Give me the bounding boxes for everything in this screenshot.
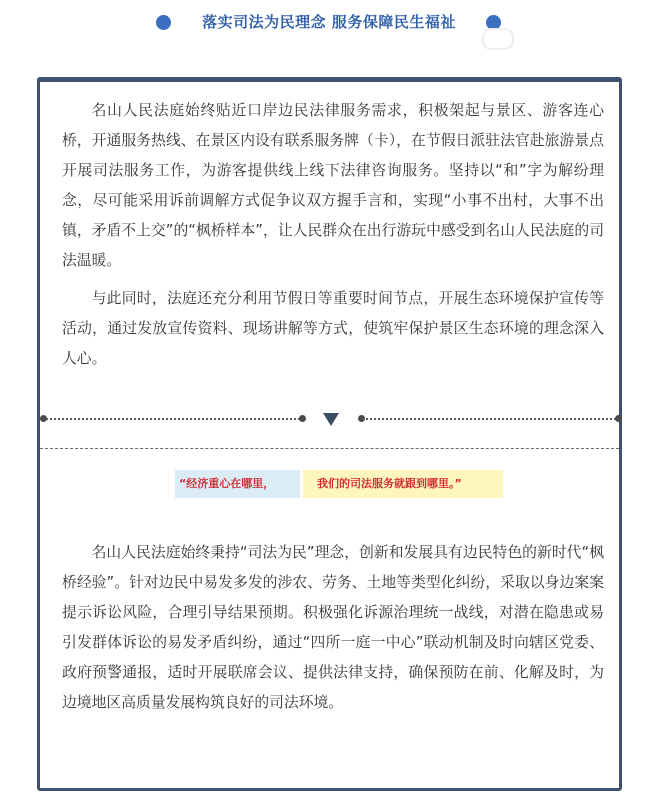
page-title: 落实司法为民理念 服务保障民生福祉 bbox=[202, 13, 456, 31]
dotted-line bbox=[362, 418, 616, 420]
section-divider bbox=[40, 405, 619, 435]
circle-dot-icon bbox=[156, 15, 171, 30]
article-panel bbox=[37, 77, 622, 791]
paragraph-2: 与此同时，法庭还充分利用节假日等重要时间节点，开展生态环境保护宣传等活动，通过发放宣传资料、现场讲解等方式，使筑牢保护景区生态环境的理念深入人心。 bbox=[62, 290, 604, 367]
divider-endpoint bbox=[615, 415, 622, 422]
highlight-quote-part1: “经济重心在哪里， bbox=[175, 470, 300, 498]
paragraph-3: 名山人民法庭始终秉持“司法为民”理念，创新和发展具有边民特色的新时代“枫桥经验”。针对边民中易发多发的涉农、劳务、土地等类型化纠纷，采取以身边案案提示诉讼风险，合理引导结果预期。积极强化诉源治理统一战线，对潜在隐患或易引发群体诉讼的易发矛盾纠纷，通过“四所一庭一中心”联动机制及时向辖区党委、政府预警通报，适时开展联席会议、提供法律支持，确保预防在前、化解及时，为边境地区高质量发展构筑良好的司法环境。 bbox=[62, 544, 604, 711]
dashed-divider bbox=[40, 448, 619, 449]
paragraph-1: 名山人民法庭始终贴近口岸边民法律服务需求，积极架起与景区、游客连心桥，开通服务热线、在景区内设有联系服务牌（卡），在节假日派驻法官赴旅游景点开展司法服务工作，为游客提供线上线下法律咨询服务。坚持以“和”字为解纷理念，尽可能采用诉前调解方式促争议双方握手言和，实现“小事不出村，大事不出镇，矛盾不上交”的“枫桥样本”，让人民群众在出行游玩中感受到名山人民法庭的司法温暖。 bbox=[62, 102, 604, 269]
page-header bbox=[0, 0, 659, 48]
triangle-down-icon bbox=[323, 413, 339, 426]
highlight-quote-part2: 我们的司法服务就跟到哪里。” bbox=[303, 470, 503, 498]
dotted-line bbox=[46, 418, 300, 420]
watermark-logo bbox=[482, 28, 514, 50]
divider-endpoint bbox=[299, 415, 306, 422]
